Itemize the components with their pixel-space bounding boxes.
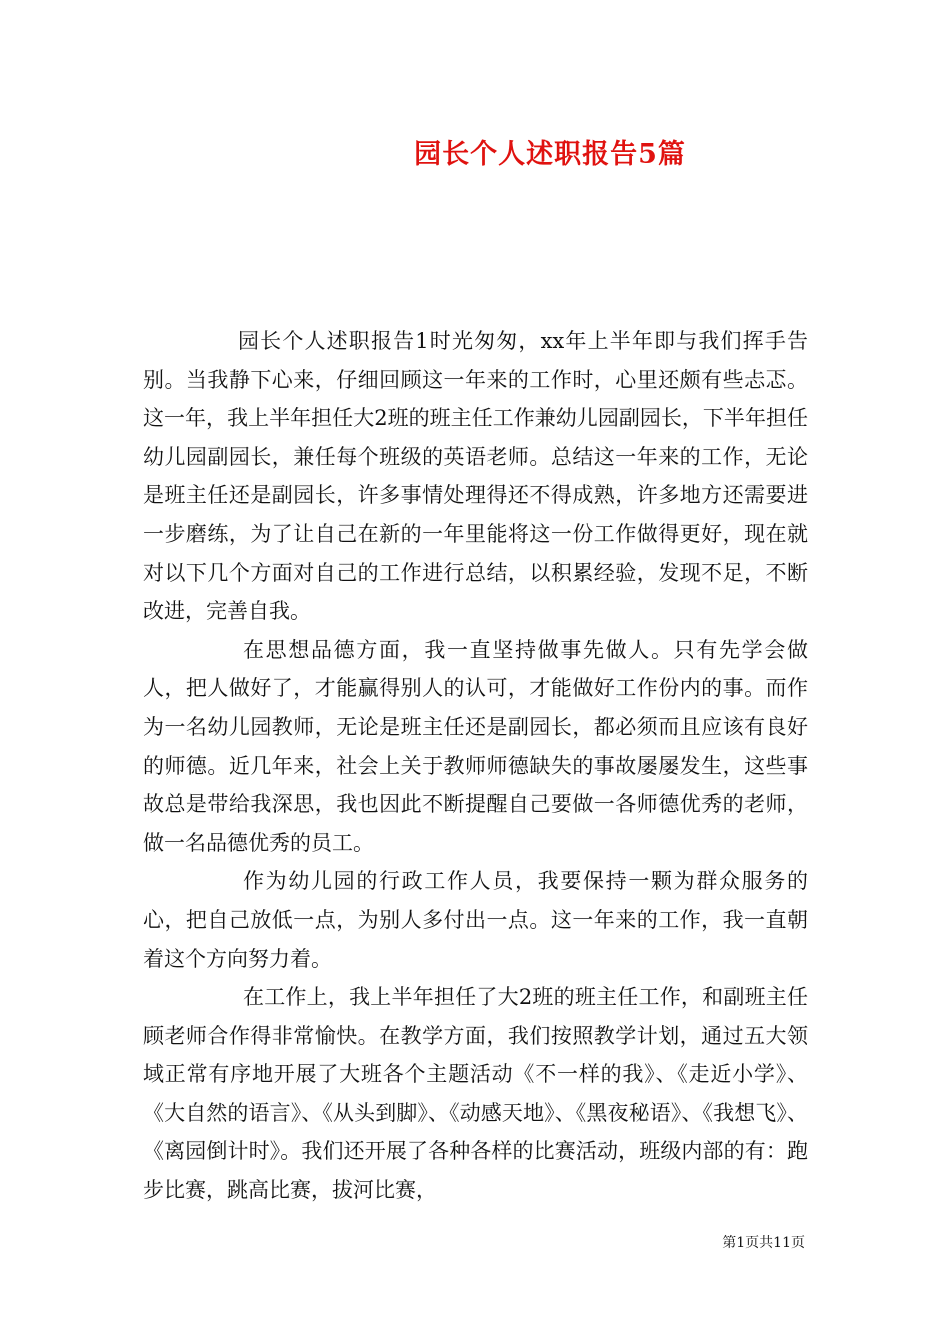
paragraph-1: 园长个人述职报告1时光匆匆，xx年上半年即与我们挥手告别。当我静下心来，仔细回顾这一年来的工作时，心里还颇有些忐忑。这一年，我上半年担任大2班的班主任工作兼幼儿园副园长，下半年担任幼儿园副园长，兼任每个班级的英语老师。总结这一年来的工作，无论是班主任还是副园长，许多事情处理得还不得成熟，许多地方还需要进一步磨练，为了让自己在新的一年里能将这一份工作做得更好，现在就对以下几个方面对自己的工作进行总结，以积累经验，发现不足，不断改进，完善自我。 bbox=[143, 329, 808, 624]
document-title: 园长个人述职报告5篇 bbox=[414, 139, 686, 170]
page-number-footer: 第1页共11页 bbox=[722, 1235, 805, 1251]
paragraph-4: 在工作上，我上半年担任了大2班的班主任工作，和副班主任顾老师合作得非常愉快。在教学方面，我们按照教学计划，通过五大领域正常有序地开展了大班各个主题活动《不一样的我》、《走近小学》、《大自然的语言》、《从头到脚》、《动感天地》、《黑夜秘语》、《我想飞》、《离园倒计时》。我们还开展了各种各样的比赛活动，班级内部的有：跑步比赛，跳高比赛，拔河比赛， bbox=[143, 985, 808, 1203]
document-body bbox=[143, 322, 808, 1210]
paragraph-3: 作为幼儿园的行政工作人员，我要保持一颗为群众服务的心，把自己放低一点，为别人多付出一点。这一年来的工作，我一直朝着这个方向努力着。 bbox=[143, 869, 808, 971]
paragraph-2: 在思想品德方面，我一直坚持做事先做人。只有先学会做人，把人做好了，才能赢得别人的认可，才能做好工作份内的事。而作为一名幼儿园教师，无论是班主任还是副园长，都必须而且应该有良好的师德。近几年来，社会上关于教师师德缺失的事故屡屡发生，这些事故总是带给我深思，我也因此不断提醒自己要做一各师德优秀的老师，做一名品德优秀的员工。 bbox=[143, 637, 808, 855]
